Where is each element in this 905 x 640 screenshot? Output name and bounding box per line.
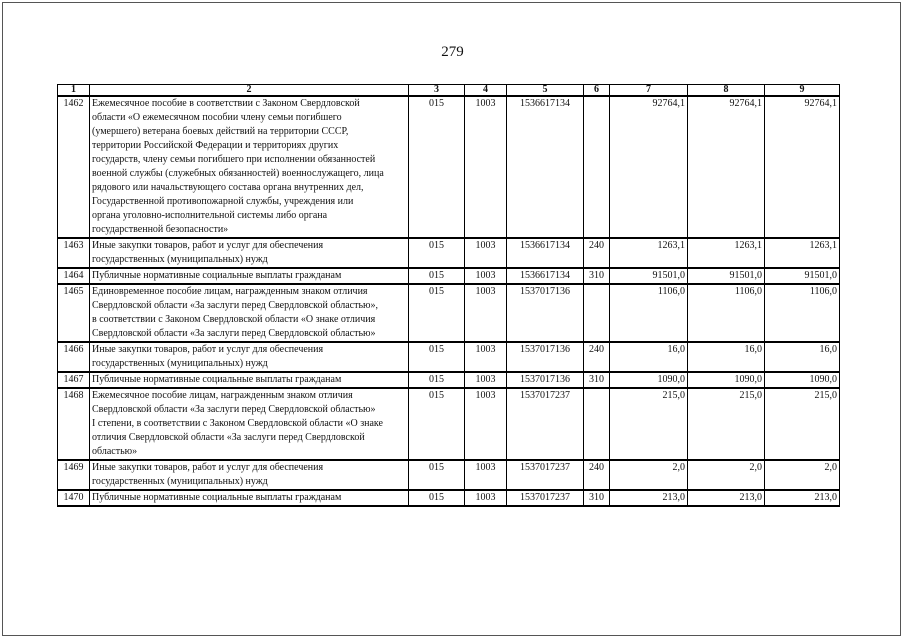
row-number: 1466 xyxy=(58,342,90,372)
target-code: 1537017136 xyxy=(507,372,584,388)
description-line: области «О ежемесячном пособии члену семьи погибшего xyxy=(92,112,342,123)
description-line: (умершего) ветерана боевых действий на территории СССР, xyxy=(92,126,349,137)
amount-col-8: 2,0 xyxy=(688,460,765,490)
section-code: 1003 xyxy=(465,490,507,506)
col-header-9: 9 xyxy=(765,85,840,97)
expense-type-code: 310 xyxy=(584,268,610,284)
row-number: 1464 xyxy=(58,268,90,284)
section-code: 1003 xyxy=(465,388,507,460)
section-code: 1003 xyxy=(465,284,507,342)
row-description xyxy=(90,372,409,388)
target-code: 1537017237 xyxy=(507,460,584,490)
row-number: 1468 xyxy=(58,388,90,460)
admin-code: 015 xyxy=(409,460,465,490)
description-line: Свердловской области «За заслуги перед Свердловской областью» xyxy=(92,404,376,415)
admin-code: 015 xyxy=(409,268,465,284)
table-row xyxy=(58,342,840,372)
table-row xyxy=(58,460,840,490)
admin-code: 015 xyxy=(409,372,465,388)
col-header-6: 6 xyxy=(584,85,610,97)
description-line: органа уголовно-исполнительной системы либо органа xyxy=(92,210,328,221)
admin-code: 015 xyxy=(409,388,465,460)
col-header-4: 4 xyxy=(465,85,507,97)
page-number: 279 xyxy=(441,44,464,60)
amount-col-8: 1106,0 xyxy=(688,284,765,342)
description-line: I степени, в соответствии с Законом Свердловской области «О знаке xyxy=(92,418,383,429)
description-line: государственных (муниципальных) нужд xyxy=(92,476,268,487)
description-line: Иные закупки товаров, работ и услуг для обеспечения xyxy=(92,344,324,355)
amount-col-7: 91501,0 xyxy=(610,268,688,284)
row-description xyxy=(90,268,409,284)
row-description xyxy=(90,388,409,460)
expense-type-code: 310 xyxy=(584,490,610,506)
description-line: военной службы (служебных обязанностей) военнослужащего, лица xyxy=(92,168,384,179)
amount-col-7: 2,0 xyxy=(610,460,688,490)
table-body xyxy=(58,96,840,506)
amount-col-7: 1106,0 xyxy=(610,284,688,342)
col-header-8: 8 xyxy=(688,85,765,97)
amount-col-8: 92764,1 xyxy=(688,96,765,238)
amount-col-9: 1090,0 xyxy=(765,372,840,388)
amount-col-8: 1090,0 xyxy=(688,372,765,388)
description-line: Иные закупки товаров, работ и услуг для обеспечения xyxy=(92,462,324,473)
admin-code: 015 xyxy=(409,284,465,342)
description-line: Ежемесячное пособие в соответствии с Законом Свердловской xyxy=(92,98,360,109)
amount-col-9: 1263,1 xyxy=(765,238,840,268)
row-description xyxy=(90,460,409,490)
target-code: 1536617134 xyxy=(507,96,584,238)
row-description xyxy=(90,284,409,342)
description-line: Публичные нормативные социальные выплаты гражданам xyxy=(92,270,342,281)
amount-col-8: 1263,1 xyxy=(688,238,765,268)
table-row xyxy=(58,372,840,388)
description-line: отличия Свердловской области «За заслуги перед Свердловской xyxy=(92,432,365,443)
table-row xyxy=(58,388,840,460)
admin-code: 015 xyxy=(409,96,465,238)
budget-table xyxy=(57,84,840,507)
amount-col-7: 92764,1 xyxy=(610,96,688,238)
table-row xyxy=(58,268,840,284)
description-line: Публичные нормативные социальные выплаты гражданам xyxy=(92,492,342,503)
col-header-7: 7 xyxy=(610,85,688,97)
row-number: 1462 xyxy=(58,96,90,238)
col-header-2: 2 xyxy=(90,85,409,97)
table-row xyxy=(58,490,840,506)
admin-code: 015 xyxy=(409,238,465,268)
description-line: Публичные нормативные социальные выплаты гражданам xyxy=(92,374,342,385)
section-code: 1003 xyxy=(465,372,507,388)
amount-col-8: 16,0 xyxy=(688,342,765,372)
section-code: 1003 xyxy=(465,238,507,268)
target-code: 1536617134 xyxy=(507,238,584,268)
description-line: областью» xyxy=(92,446,138,457)
table-row xyxy=(58,284,840,342)
description-line: государственных (муниципальных) нужд xyxy=(92,358,268,369)
description-line: государств, члену семьи погибшего при исполнении обязанностей xyxy=(92,154,376,165)
amount-col-7: 1090,0 xyxy=(610,372,688,388)
description-line: Иные закупки товаров, работ и услуг для обеспечения xyxy=(92,240,324,251)
admin-code: 015 xyxy=(409,342,465,372)
target-code: 1537017237 xyxy=(507,490,584,506)
expense-type-code xyxy=(584,388,610,460)
section-code: 1003 xyxy=(465,96,507,238)
col-header-1: 1 xyxy=(58,85,90,97)
target-code: 1537017136 xyxy=(507,342,584,372)
description-line: государственных (муниципальных) нужд xyxy=(92,254,268,265)
amount-col-7: 215,0 xyxy=(610,388,688,460)
description-line: государственной безопасности» xyxy=(92,224,229,235)
row-number: 1463 xyxy=(58,238,90,268)
expense-type-code: 240 xyxy=(584,342,610,372)
table-row xyxy=(58,96,840,238)
amount-col-9: 2,0 xyxy=(765,460,840,490)
amount-col-8: 213,0 xyxy=(688,490,765,506)
amount-col-9: 16,0 xyxy=(765,342,840,372)
amount-col-9: 213,0 xyxy=(765,490,840,506)
row-description xyxy=(90,490,409,506)
amount-col-9: 91501,0 xyxy=(765,268,840,284)
row-number: 1467 xyxy=(58,372,90,388)
section-code: 1003 xyxy=(465,268,507,284)
table-row xyxy=(58,238,840,268)
admin-code: 015 xyxy=(409,490,465,506)
description-line: Свердловской области «За заслуги перед Свердловской областью», xyxy=(92,300,378,311)
section-code: 1003 xyxy=(465,460,507,490)
amount-col-7: 16,0 xyxy=(610,342,688,372)
row-description xyxy=(90,342,409,372)
description-line: Единовременное пособие лицам, награжденным знаком отличия xyxy=(92,286,368,297)
expense-type-code: 310 xyxy=(584,372,610,388)
amount-col-9: 1106,0 xyxy=(765,284,840,342)
expense-type-code: 240 xyxy=(584,460,610,490)
expense-type-code xyxy=(584,284,610,342)
expense-type-code: 240 xyxy=(584,238,610,268)
target-code: 1537017237 xyxy=(507,388,584,460)
description-line: в соответствии с Законом Свердловской области «О знаке отличия xyxy=(92,314,376,325)
header-row xyxy=(58,85,840,97)
description-line: Государственной противопожарной службы, учреждения или xyxy=(92,196,354,207)
description-line: рядового или начальствующего состава органа внутренних дел, xyxy=(92,182,364,193)
row-description xyxy=(90,238,409,268)
amount-col-9: 92764,1 xyxy=(765,96,840,238)
col-header-5: 5 xyxy=(507,85,584,97)
expense-type-code xyxy=(584,96,610,238)
amount-col-7: 1263,1 xyxy=(610,238,688,268)
description-line: Свердловской области «За заслуги перед Свердловской областью» xyxy=(92,328,376,339)
row-description xyxy=(90,96,409,238)
col-header-3: 3 xyxy=(409,85,465,97)
amount-col-9: 215,0 xyxy=(765,388,840,460)
row-number: 1469 xyxy=(58,460,90,490)
amount-col-7: 213,0 xyxy=(610,490,688,506)
description-line: Ежемесячное пособие лицам, награжденным знаком отличия xyxy=(92,390,353,401)
target-code: 1536617134 xyxy=(507,268,584,284)
row-number: 1465 xyxy=(58,284,90,342)
amount-col-8: 215,0 xyxy=(688,388,765,460)
description-line: территории Российской Федерации и территориях других xyxy=(92,140,339,151)
section-code: 1003 xyxy=(465,342,507,372)
row-number: 1470 xyxy=(58,490,90,506)
target-code: 1537017136 xyxy=(507,284,584,342)
amount-col-8: 91501,0 xyxy=(688,268,765,284)
